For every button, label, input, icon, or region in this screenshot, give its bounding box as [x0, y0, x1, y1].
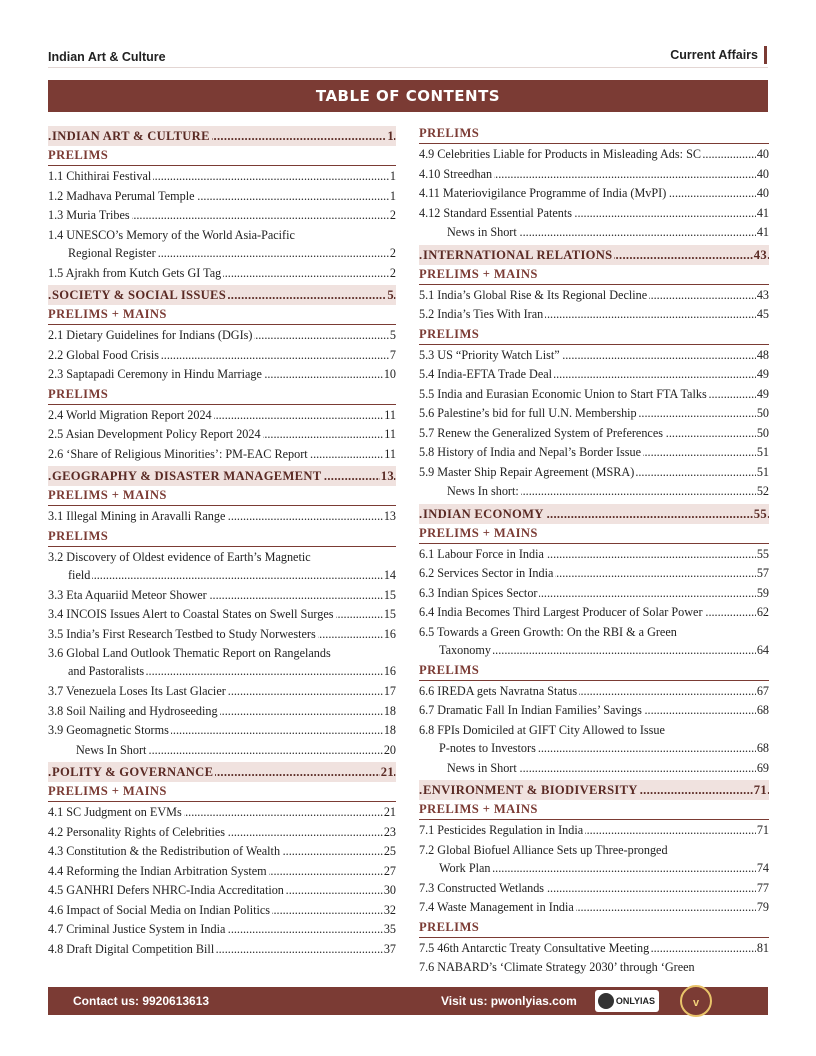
toc-entry[interactable]: [48, 425, 396, 445]
entry-title: 7.6 NABARD’s ‘Climate Strategy 2030’ through ‘Green: [419, 960, 695, 974]
entry-title: 6.8 FPIs Domiciled at GIFT City Allowed to Issue: [419, 722, 665, 737]
entry-title: 7.2 Global Biofuel Alliance Sets up Three-pronged: [419, 842, 668, 857]
entry-page: 1: [389, 167, 396, 187]
section-heading[interactable]: [48, 285, 396, 305]
toc-left-column: [48, 124, 396, 959]
toc-entry[interactable]: [48, 625, 396, 645]
entry-title: 3.6 Global Land Outlook Thematic Report on Rangelands: [48, 646, 331, 660]
header-divider: [48, 67, 768, 68]
page-number-badge: v: [680, 985, 712, 1017]
entry-title: 7.3 Constructed Wetlands: [419, 880, 545, 895]
entry-title: 4.8 Draft Digital Competition Bill: [48, 941, 215, 956]
entry-page: 23: [383, 823, 396, 843]
entry-page: 16: [383, 625, 396, 645]
entry-title: 7.5 46th Antarctic Treaty Consultative Meeting: [419, 940, 650, 955]
entry-title: 4.12 Standard Essential Patents: [419, 205, 572, 220]
toc-entry[interactable]: [48, 862, 396, 882]
section-title: INDIAN ART & CULTURE: [52, 129, 210, 143]
toc-entry[interactable]: [419, 603, 769, 623]
subsection-label: PRELIMS + MAINS: [419, 524, 769, 544]
toc-entry[interactable]: [48, 507, 396, 527]
entry-title: 1.1 Chithirai Festival: [48, 169, 152, 183]
entry-title: News in Short: [419, 225, 519, 239]
toc-entry[interactable]: [48, 605, 396, 625]
entry-page: 59: [756, 584, 769, 604]
toc-right-column: [419, 124, 769, 978]
entry-title: News In Short: [48, 743, 148, 757]
entry-title: 6.5 Towards a Green Growth: On the RBI & a Green: [419, 624, 677, 639]
subsection-label: PRELIMS: [419, 124, 769, 144]
entry-page: 51: [756, 463, 769, 483]
entry-title: 4.1 SC Judgment on EVMs: [48, 805, 182, 819]
toc-entry[interactable]: [419, 879, 769, 899]
entry-page: 18: [383, 721, 396, 741]
section-page: 13: [380, 466, 394, 486]
toc-entry[interactable]: [48, 365, 396, 385]
toc-entry[interactable]: [48, 940, 396, 960]
toc-entry[interactable]: [48, 721, 396, 741]
toc-entry[interactable]: [48, 548, 396, 586]
entry-page: 77: [756, 879, 769, 899]
entry-page: 40: [756, 145, 769, 165]
toc-entry[interactable]: [48, 823, 396, 843]
entry-title: 5.6 Palestine’s bid for full U.N. Membership: [419, 406, 637, 420]
toc-entry[interactable]: [419, 365, 769, 385]
entry-title: 4.7 Criminal Justice System in India: [48, 922, 226, 936]
subsection-label: PRELIMS + MAINS: [48, 305, 396, 325]
entry-title: 5.8 History of India and Nepal’s Border Issue: [419, 445, 642, 459]
section-page: 43: [753, 245, 767, 265]
toc-entry[interactable]: [48, 920, 396, 940]
toc-entry[interactable]: [419, 404, 769, 424]
entry-page: 15: [383, 586, 396, 606]
entry-title-continued: P-notes to Investors: [419, 741, 538, 755]
entry-page: 17: [383, 682, 396, 702]
entry-title: 4.6 Impact of Social Media on Indian Politics: [48, 902, 271, 917]
logo-emblem-icon: [598, 993, 614, 1009]
entry-page: 2: [389, 264, 396, 284]
entry-page: 67: [756, 682, 769, 702]
toc-entry[interactable]: [419, 898, 769, 918]
toc-entry[interactable]: [419, 305, 769, 325]
entry-title: 2.6 ‘Share of Religious Minorities’: PM-EAC Report: [48, 446, 308, 461]
entry-page: 30: [383, 881, 396, 901]
entry-page: 37: [383, 940, 396, 960]
toc-entry[interactable]: [48, 326, 396, 346]
toc-entry[interactable]: [419, 204, 769, 224]
toc-entry[interactable]: [419, 184, 769, 204]
entry-page: 32: [383, 901, 396, 921]
entry-page: 21: [383, 803, 396, 823]
subsection-label: PRELIMS: [419, 661, 769, 681]
entry-page: 68: [756, 739, 769, 759]
entry-title-continued: Work Plan: [419, 861, 493, 875]
toc-entry[interactable]: [419, 223, 769, 243]
entry-page: 41: [756, 204, 769, 224]
entry-page: 81: [756, 939, 769, 959]
entry-page: 35: [383, 920, 396, 940]
toc-entry[interactable]: [48, 445, 396, 465]
section-heading[interactable]: [419, 780, 769, 800]
entry-title: 4.3 Constitution & the Redistribution of Wealth: [48, 844, 281, 858]
section-heading[interactable]: [419, 245, 769, 265]
subsection-label: PRELIMS: [48, 527, 396, 547]
entry-title: 3.4 INCOIS Issues Alert to Coastal States on Swell Surges: [48, 607, 334, 621]
entry-title: 3.9 Geomagnetic Storms: [48, 723, 169, 737]
toc-entry[interactable]: [419, 145, 769, 165]
section-page: 21: [380, 762, 394, 782]
subsection-label: PRELIMS + MAINS: [419, 265, 769, 285]
toc-entry[interactable]: [419, 165, 769, 185]
entry-title: 6.2 Services Sector in India: [419, 566, 554, 580]
toc-entry[interactable]: [419, 623, 769, 661]
entry-title: 2.1 Dietary Guidelines for Indians (DGIs): [48, 328, 253, 342]
footer-bar: [48, 987, 768, 1015]
entry-page: 11: [383, 445, 396, 465]
entry-page: 68: [756, 701, 769, 721]
toc-entry[interactable]: [48, 702, 396, 722]
section-title: INTERNATIONAL RELATIONS: [423, 247, 613, 262]
entry-title: News In short:: [419, 484, 521, 498]
entry-page: 79: [756, 898, 769, 918]
entry-page: 27: [383, 862, 396, 882]
toc-entry[interactable]: [419, 841, 769, 879]
entry-page: 69: [756, 759, 769, 779]
entry-title-continued: and Pastoralists: [48, 664, 146, 678]
section-page: 1: [386, 126, 394, 146]
logo-text: ONLYIAS: [615, 996, 655, 1006]
toc-entry[interactable]: [48, 264, 396, 284]
entry-title-continued: Regional Register: [48, 246, 158, 260]
entry-continuation-line: [48, 566, 396, 586]
entry-page: 40: [756, 165, 769, 185]
toc-entry[interactable]: [48, 741, 396, 761]
entry-page: 57: [756, 564, 769, 584]
entry-page: 51: [756, 443, 769, 463]
entry-title: 2.4 World Migration Report 2024: [48, 407, 212, 422]
entry-title: 6.4 India Becomes Third Largest Producer of Solar Power: [419, 605, 703, 619]
entry-title: 5.7 Renew the Generalized System of Preferences: [419, 425, 663, 440]
entry-page: 41: [756, 223, 769, 243]
toc-entry[interactable]: [419, 958, 769, 978]
entry-page: 49: [756, 385, 769, 405]
toc-entry[interactable]: [419, 821, 769, 841]
entry-title: 7.4 Waste Management in India: [419, 900, 574, 914]
section-page: 55: [753, 504, 767, 524]
entry-title: 1.4 UNESCO’s Memory of the World Asia-Pacific: [48, 227, 295, 242]
entry-page: 20: [383, 741, 396, 761]
toc-entry[interactable]: [48, 586, 396, 606]
entry-page: 64: [756, 641, 769, 661]
entry-page: 45: [756, 305, 769, 325]
entry-page: 25: [383, 842, 396, 862]
section-title: GEOGRAPHY & DISASTER MANAGEMENT: [52, 469, 322, 483]
entry-title: 1.5 Ajrakh from Kutch Gets GI Tag: [48, 265, 222, 280]
toc-entry[interactable]: [419, 759, 769, 779]
entry-page: 52: [756, 482, 769, 502]
entry-title: 5.9 Master Ship Repair Agreement (MSRA): [419, 464, 635, 479]
entry-page: 2: [389, 244, 396, 264]
section-title: INDIAN ECONOMY: [423, 506, 544, 521]
toc-entry[interactable]: [48, 644, 396, 682]
toc-entry[interactable]: [48, 682, 396, 702]
entry-title: 4.5 GANHRI Defers NHRC-India Accreditation: [48, 883, 284, 897]
entry-page: 50: [756, 404, 769, 424]
toc-entry[interactable]: [48, 187, 396, 207]
toc-entry[interactable]: [48, 842, 396, 862]
header-category: Current Affairs: [670, 46, 767, 64]
entry-page: 43: [756, 286, 769, 306]
entry-title: 3.3 Eta Aquariid Meteor Shower: [48, 587, 207, 602]
entry-page: 11: [383, 425, 396, 445]
entry-page: 74: [756, 859, 769, 879]
entry-title: 3.2 Discovery of Oldest evidence of Earth’s Magnetic: [48, 549, 311, 564]
entry-title-continued: Taxonomy: [419, 643, 493, 657]
toc-entry[interactable]: [48, 206, 396, 226]
entry-page: 11: [383, 406, 396, 426]
entry-title: 3.5 India’s First Research Testbed to Study Norwesters: [48, 626, 316, 641]
entry-title: 5.4 India-EFTA Trade Deal: [419, 367, 553, 381]
entry-page: 13: [383, 507, 396, 527]
leader-dots: [48, 566, 396, 586]
entry-title: 5.1 India’s Global Rise & Its Regional Decline: [419, 287, 648, 302]
toc-entry[interactable]: [48, 901, 396, 921]
section-title: ENVIRONMENT & BIODIVERSITY: [423, 783, 638, 797]
entry-page: 10: [383, 365, 396, 385]
toc-entry[interactable]: [419, 564, 769, 584]
entry-title: News in Short: [419, 761, 519, 775]
entry-page: 2: [389, 206, 396, 226]
entry-page: 62: [756, 603, 769, 623]
section-heading[interactable]: [48, 466, 396, 486]
entry-title: 1.3 Muria Tribes: [48, 208, 130, 222]
toc-entry[interactable]: [48, 167, 396, 187]
entry-page: 48: [756, 346, 769, 366]
toc-entry[interactable]: [419, 545, 769, 565]
toc-entry[interactable]: [48, 226, 396, 264]
subsection-label: PRELIMS: [48, 385, 396, 405]
entry-page: 40: [756, 184, 769, 204]
entry-title: 3.8 Soil Nailing and Hydroseeding: [48, 703, 218, 718]
toc-entry[interactable]: [48, 406, 396, 426]
toc-entry[interactable]: [419, 443, 769, 463]
toc-entry[interactable]: [419, 701, 769, 721]
entry-continuation-line: [48, 662, 396, 682]
toc-entry[interactable]: [48, 346, 396, 366]
entry-page: 15: [383, 605, 396, 625]
section-title: SOCIETY & SOCIAL ISSUES: [52, 288, 227, 302]
toc-entry[interactable]: [419, 463, 769, 483]
entry-title: 2.5 Asian Development Policy Report 2024: [48, 427, 261, 441]
toc-entry[interactable]: [419, 385, 769, 405]
toc-entry[interactable]: [48, 881, 396, 901]
entry-title-continued: field: [48, 568, 92, 582]
entry-title: 2.3 Saptapadi Ceremony in Hindu Marriage: [48, 367, 262, 381]
section-heading[interactable]: [419, 504, 769, 524]
toc-entry[interactable]: [419, 286, 769, 306]
entry-continuation-line: [419, 859, 769, 879]
toc-entry[interactable]: [419, 584, 769, 604]
toc-banner: TABLE OF CONTENTS: [48, 80, 768, 112]
entry-page: 16: [383, 662, 396, 682]
entry-title: 3.7 Venezuela Loses Its Last Glacier: [48, 684, 226, 698]
entry-page: 55: [756, 545, 769, 565]
section-page: 71: [753, 780, 767, 800]
onlyias-logo: [595, 990, 659, 1012]
footer-website-link[interactable]: Visit us: pwonlyias.com: [441, 994, 577, 1008]
entry-title: 3.1 Illegal Mining in Aravalli Range: [48, 509, 226, 523]
entry-continuation-line: [48, 244, 396, 264]
entry-title: 2.2 Global Food Crisis: [48, 347, 160, 362]
toc-entry[interactable]: [419, 346, 769, 366]
entry-page: 71: [756, 821, 769, 841]
entry-title: 6.3 Indian Spices Sector: [419, 585, 538, 600]
entry-page: 49: [756, 365, 769, 385]
toc-entry[interactable]: [48, 803, 396, 823]
section-heading[interactable]: [48, 126, 396, 146]
entry-title: 6.6 IREDA gets Navratna Status: [419, 683, 578, 698]
subsection-label: PRELIMS: [419, 325, 769, 345]
entry-title: 5.5 India and Eurasian Economic Union to Start FTA Talks: [419, 386, 707, 401]
entry-title: 4.4 Reforming the Indian Arbitration System: [48, 863, 267, 878]
subsection-label: PRELIMS + MAINS: [48, 782, 396, 802]
section-page: 5: [386, 285, 394, 305]
entry-title: 5.3 US “Priority Watch List”: [419, 347, 560, 362]
toc-entry[interactable]: [419, 682, 769, 702]
toc-entry[interactable]: [419, 424, 769, 444]
subsection-label: PRELIMS + MAINS: [48, 486, 396, 506]
entry-continuation-line: [419, 641, 769, 661]
subsection-label: PRELIMS: [48, 146, 396, 166]
toc-entry[interactable]: [419, 482, 769, 502]
entry-title: 4.9 Celebrities Liable for Products in Misleading Ads: SC: [419, 147, 701, 161]
entry-title: 4.10 Streedhan: [419, 166, 493, 181]
entry-title: 5.2 India’s Ties With Iran: [419, 307, 544, 321]
subsection-label: PRELIMS: [419, 918, 769, 938]
entry-title: 6.7 Dramatic Fall In Indian Families’ Savings: [419, 703, 642, 717]
entry-page: 7: [389, 346, 396, 366]
entry-title: 4.2 Personality Rights of Celebrities: [48, 824, 226, 839]
entry-page: 5: [389, 326, 396, 346]
entry-page: 1: [389, 187, 396, 207]
subsection-label: PRELIMS + MAINS: [419, 800, 769, 820]
toc-entry[interactable]: [419, 939, 769, 959]
section-heading[interactable]: [48, 762, 396, 782]
entry-page: 14: [383, 566, 396, 586]
header-subject: Indian Art & Culture: [48, 50, 166, 64]
entry-title: 6.1 Labour Force in India: [419, 546, 544, 561]
section-title: POLITY & GOVERNANCE: [52, 765, 214, 779]
entry-title: 7.1 Pesticides Regulation in India: [419, 823, 584, 837]
entry-page: 18: [383, 702, 396, 722]
toc-entry[interactable]: [419, 721, 769, 759]
entry-title: 1.2 Madhava Perumal Temple: [48, 188, 195, 203]
entry-title: 4.11 Materiovigilance Programme of India (MvPI): [419, 186, 667, 200]
entry-continuation-line: [419, 739, 769, 759]
entry-page: 50: [756, 424, 769, 444]
footer-contact: Contact us: 9920613613: [73, 994, 210, 1008]
